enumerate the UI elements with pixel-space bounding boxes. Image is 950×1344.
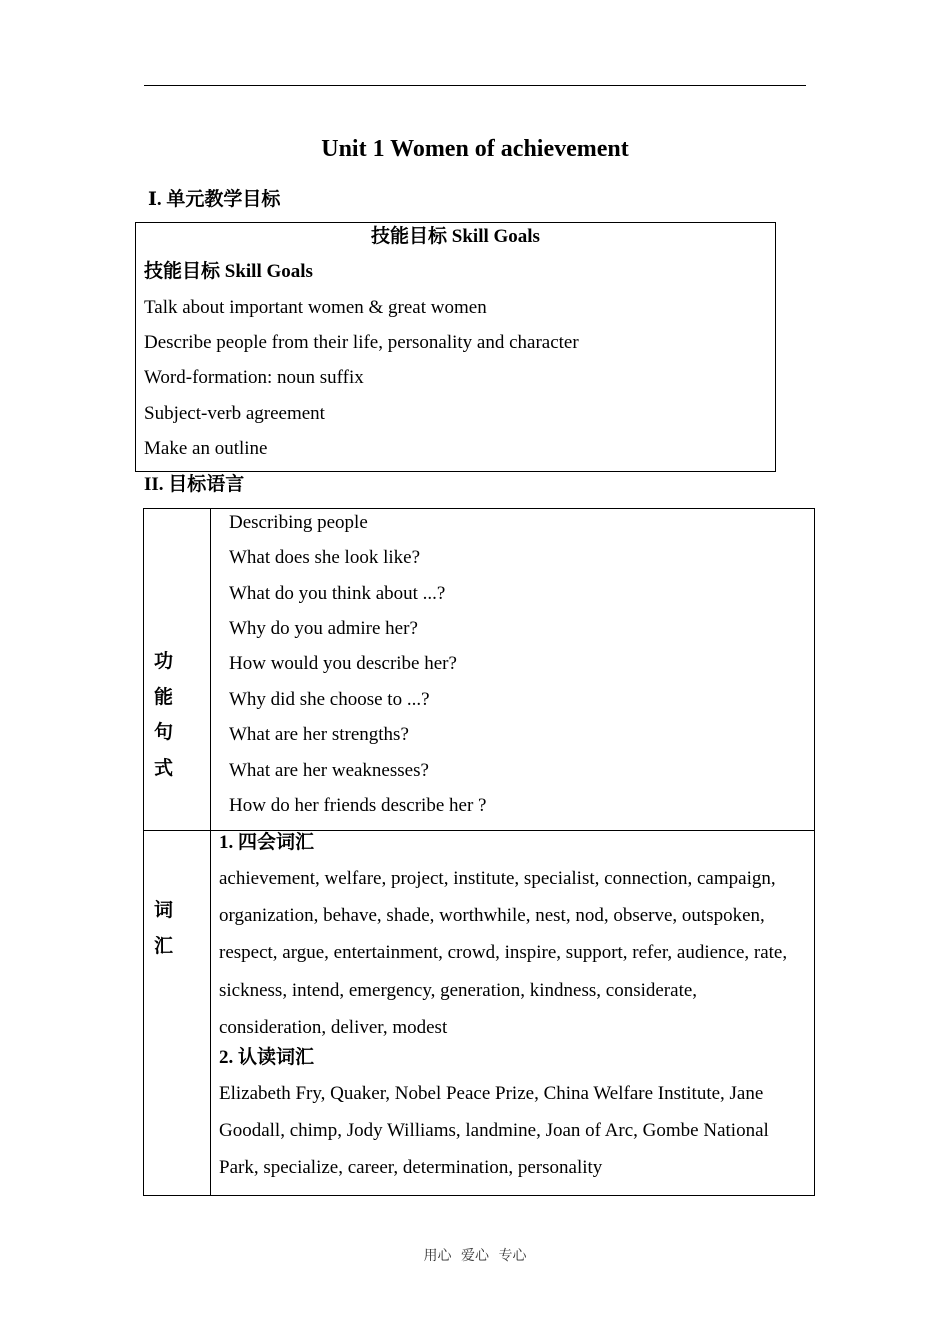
- skill-goal-item: Word-formation: noun suffix: [144, 367, 364, 388]
- vocabulary-label: [144, 893, 210, 964]
- function-sentence: What are her strengths?: [229, 724, 409, 745]
- skill-goals-box: [135, 222, 776, 472]
- vocab-list-recognition: Elizabeth Fry, Quaker, Nobel Peace Prize, China Welfare Institute, Jane Goodall, chimp, Jody Williams, landmine, Joan of Arc, Gombe National Park, specialize, career, determination, personality: [219, 1083, 769, 1179]
- target-language-table: [143, 508, 815, 1196]
- skill-goals-header: 技能目标 Skill Goals: [371, 226, 540, 247]
- vocab-subheading-four-skills: 1. 四会词汇: [219, 832, 315, 853]
- skill-goal-item: Describe people from their life, personality and character: [144, 332, 579, 353]
- function-sentence: What do you think about ...?: [229, 583, 446, 604]
- function-sentence: How would you describe her?: [229, 653, 457, 674]
- function-sentence: What are her weaknesses?: [229, 760, 429, 781]
- page-title: Unit 1 Women of achievement: [321, 136, 629, 162]
- vocab-list-four-skills: achievement, welfare, project, institute, specialist, connection, campaign, organization, behave, shade, worthwhile, nest, nod, observe, outspoken, respect, argue, entertainment, crowd, inspire, support, refer, audience, rate, sickness, intend, emergency, generation, kindness, considerate, consideration, deliver, modest: [219, 868, 788, 1038]
- skill-goals-subheader: 技能目标 Skill Goals: [144, 261, 313, 282]
- function-sentence: Describing people: [229, 512, 368, 533]
- skill-goal-item: Talk about important women & great women: [144, 297, 487, 318]
- vocab-subheading-recognition: 2. 认读词汇: [219, 1047, 315, 1069]
- label-char: 句: [154, 722, 174, 743]
- function-sentence: What does she look like?: [229, 547, 421, 568]
- label-char: 词: [154, 900, 174, 921]
- label-char: 能: [154, 686, 174, 708]
- label-char: 功: [154, 651, 174, 672]
- skill-goal-item: Make an outline: [144, 438, 268, 459]
- function-sentence: Why did she choose to ...?: [229, 689, 430, 710]
- function-sentences-label: [144, 644, 210, 786]
- label-char: 汇: [154, 935, 174, 957]
- vocabulary-cell: [219, 829, 804, 1187]
- section2-heading: II. 目标语言: [144, 474, 245, 495]
- table-column-divider: [210, 509, 211, 1195]
- function-sentence: How do her friends describe her ?: [229, 795, 487, 816]
- header-rule: [144, 85, 806, 86]
- section1-heading: Ⅰ. 单元教学目标: [148, 189, 281, 210]
- page-footer: 用心 爱心 专心: [423, 1249, 527, 1264]
- skill-goal-item: Subject-verb agreement: [144, 403, 325, 424]
- function-sentence: Why do you admire her?: [229, 618, 418, 639]
- label-char: 式: [154, 757, 174, 779]
